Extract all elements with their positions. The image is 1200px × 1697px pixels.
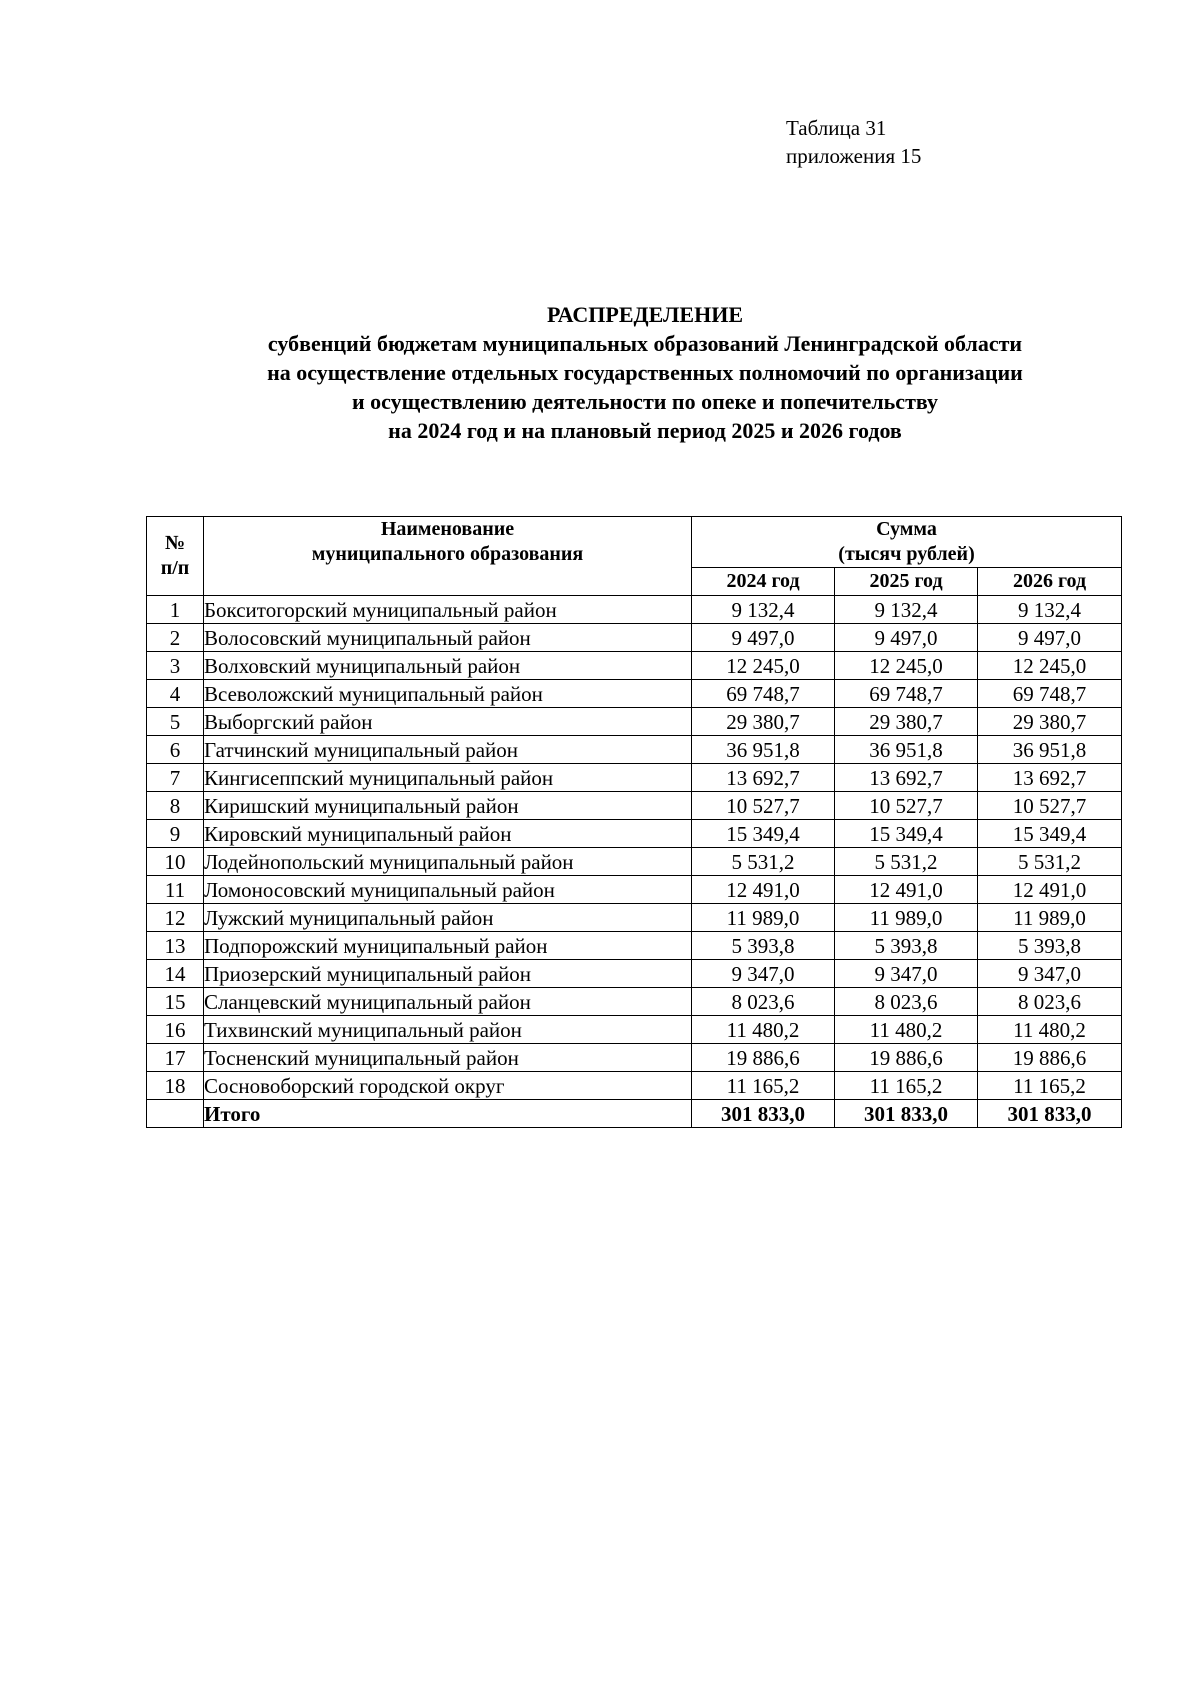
header-number: № п/п [147,517,204,596]
table-row [147,624,1122,652]
value-2025: 11 480,2 [835,1016,978,1044]
row-number: 7 [147,764,204,792]
value-2026: 5 393,8 [978,932,1122,960]
total-2025: 301 833,0 [835,1100,978,1128]
row-number: 18 [147,1072,204,1100]
total-2024: 301 833,0 [692,1100,835,1128]
value-2024: 10 527,7 [692,792,835,820]
table-row [147,1044,1122,1072]
title-heading: РАСПРЕДЕЛЕНИЕ [546,302,743,327]
value-2026: 8 023,6 [978,988,1122,1016]
value-2026: 12 491,0 [978,876,1122,904]
table-row [147,680,1122,708]
value-2024: 8 023,6 [692,988,835,1016]
value-2025: 13 692,7 [835,764,978,792]
total-number-cell [147,1100,204,1128]
table-number: Таблица 31 [786,116,887,140]
value-2024: 69 748,7 [692,680,835,708]
value-2025: 15 349,4 [835,820,978,848]
row-number: 17 [147,1044,204,1072]
title-line-2: на осуществление отдельных государственных полномочий по организации [267,360,1023,385]
value-2026: 19 886,6 [978,1044,1122,1072]
value-2026: 9 347,0 [978,960,1122,988]
value-2024: 5 393,8 [692,932,835,960]
value-2024: 11 165,2 [692,1072,835,1100]
value-2025: 5 531,2 [835,848,978,876]
municipality-name: Волосовский муниципальный район [204,624,692,652]
table-reference [786,114,921,170]
header-sum: Сумма (тысяч рублей) [692,517,1122,568]
municipality-name: Сосновоборский городской округ [204,1072,692,1100]
value-2026: 36 951,8 [978,736,1122,764]
value-2026: 9 132,4 [978,596,1122,624]
municipality-name: Кировский муниципальный район [204,820,692,848]
municipality-name: Всеволожский муниципальный район [204,680,692,708]
value-2026: 11 480,2 [978,1016,1122,1044]
municipality-name: Лужский муниципальный район [204,904,692,932]
table-row [147,932,1122,960]
table-row [147,1072,1122,1100]
value-2024: 29 380,7 [692,708,835,736]
value-2025: 19 886,6 [835,1044,978,1072]
row-number: 11 [147,876,204,904]
value-2024: 9 497,0 [692,624,835,652]
row-number: 14 [147,960,204,988]
municipality-name: Кингисеппский муниципальный район [204,764,692,792]
value-2025: 11 165,2 [835,1072,978,1100]
table-row [147,960,1122,988]
value-2026: 15 349,4 [978,820,1122,848]
header-year-2025: 2025 год [835,568,978,596]
table-row [147,848,1122,876]
row-number: 5 [147,708,204,736]
row-number: 15 [147,988,204,1016]
value-2025: 9 132,4 [835,596,978,624]
value-2026: 5 531,2 [978,848,1122,876]
municipality-name: Выборгский район [204,708,692,736]
table-row [147,736,1122,764]
value-2025: 8 023,6 [835,988,978,1016]
value-2024: 36 951,8 [692,736,835,764]
header-year-2026: 2026 год [978,568,1122,596]
municipality-name: Тосненский муниципальный район [204,1044,692,1072]
value-2026: 10 527,7 [978,792,1122,820]
value-2024: 19 886,6 [692,1044,835,1072]
table-row [147,1016,1122,1044]
row-number: 3 [147,652,204,680]
value-2024: 5 531,2 [692,848,835,876]
appendix-number: приложения 15 [786,144,922,168]
value-2025: 9 347,0 [835,960,978,988]
value-2024: 15 349,4 [692,820,835,848]
total-row [147,1100,1122,1128]
table-row [147,652,1122,680]
value-2026: 9 497,0 [978,624,1122,652]
municipality-name: Волховский муниципальный район [204,652,692,680]
value-2026: 13 692,7 [978,764,1122,792]
table-row [147,904,1122,932]
row-number: 4 [147,680,204,708]
row-number: 10 [147,848,204,876]
value-2026: 11 165,2 [978,1072,1122,1100]
table-row [147,708,1122,736]
value-2025: 12 491,0 [835,876,978,904]
table-row [147,596,1122,624]
value-2025: 69 748,7 [835,680,978,708]
value-2026: 11 989,0 [978,904,1122,932]
row-number: 13 [147,932,204,960]
municipality-name: Бокситогорский муниципальный район [204,596,692,624]
title-line-4: на 2024 год и на плановый период 2025 и 2026 годов [388,418,902,443]
value-2025: 36 951,8 [835,736,978,764]
municipality-name: Подпорожский муниципальный район [204,932,692,960]
municipality-name: Киришский муниципальный район [204,792,692,820]
row-number: 16 [147,1016,204,1044]
value-2024: 11 989,0 [692,904,835,932]
header-year-2024: 2024 год [692,568,835,596]
table-row [147,764,1122,792]
header-municipality-name: Наименование муниципального образования [204,517,692,596]
value-2024: 11 480,2 [692,1016,835,1044]
row-number: 9 [147,820,204,848]
municipality-name: Тихвинский муниципальный район [204,1016,692,1044]
row-number: 6 [147,736,204,764]
table-row [147,820,1122,848]
row-number: 2 [147,624,204,652]
value-2024: 9 132,4 [692,596,835,624]
total-2026: 301 833,0 [978,1100,1122,1128]
row-number: 8 [147,792,204,820]
value-2025: 9 497,0 [835,624,978,652]
value-2025: 12 245,0 [835,652,978,680]
table-header [147,517,1122,596]
value-2025: 11 989,0 [835,904,978,932]
table-row [147,792,1122,820]
value-2025: 5 393,8 [835,932,978,960]
distribution-table [146,516,1122,1128]
value-2026: 29 380,7 [978,708,1122,736]
row-number: 12 [147,904,204,932]
value-2024: 13 692,7 [692,764,835,792]
value-2024: 12 491,0 [692,876,835,904]
municipality-name: Ломоносовский муниципальный район [204,876,692,904]
row-number: 1 [147,596,204,624]
value-2024: 12 245,0 [692,652,835,680]
table-row [147,876,1122,904]
municipality-name: Сланцевский муниципальный район [204,988,692,1016]
title-line-3: и осуществлению деятельности по опеке и попечительству [351,389,939,414]
table-row [147,988,1122,1016]
municipality-name: Лодейнопольский муниципальный район [204,848,692,876]
municipality-name: Приозерский муниципальный район [204,960,692,988]
total-label: Итого [204,1100,692,1128]
table-body [147,596,1122,1128]
value-2024: 9 347,0 [692,960,835,988]
value-2025: 10 527,7 [835,792,978,820]
value-2026: 12 245,0 [978,652,1122,680]
title-line-1: субвенций бюджетам муниципальных образований Ленинградской области [267,331,1023,356]
municipality-name: Гатчинский муниципальный район [204,736,692,764]
value-2026: 69 748,7 [978,680,1122,708]
value-2025: 29 380,7 [835,708,978,736]
document-title [120,300,1170,445]
